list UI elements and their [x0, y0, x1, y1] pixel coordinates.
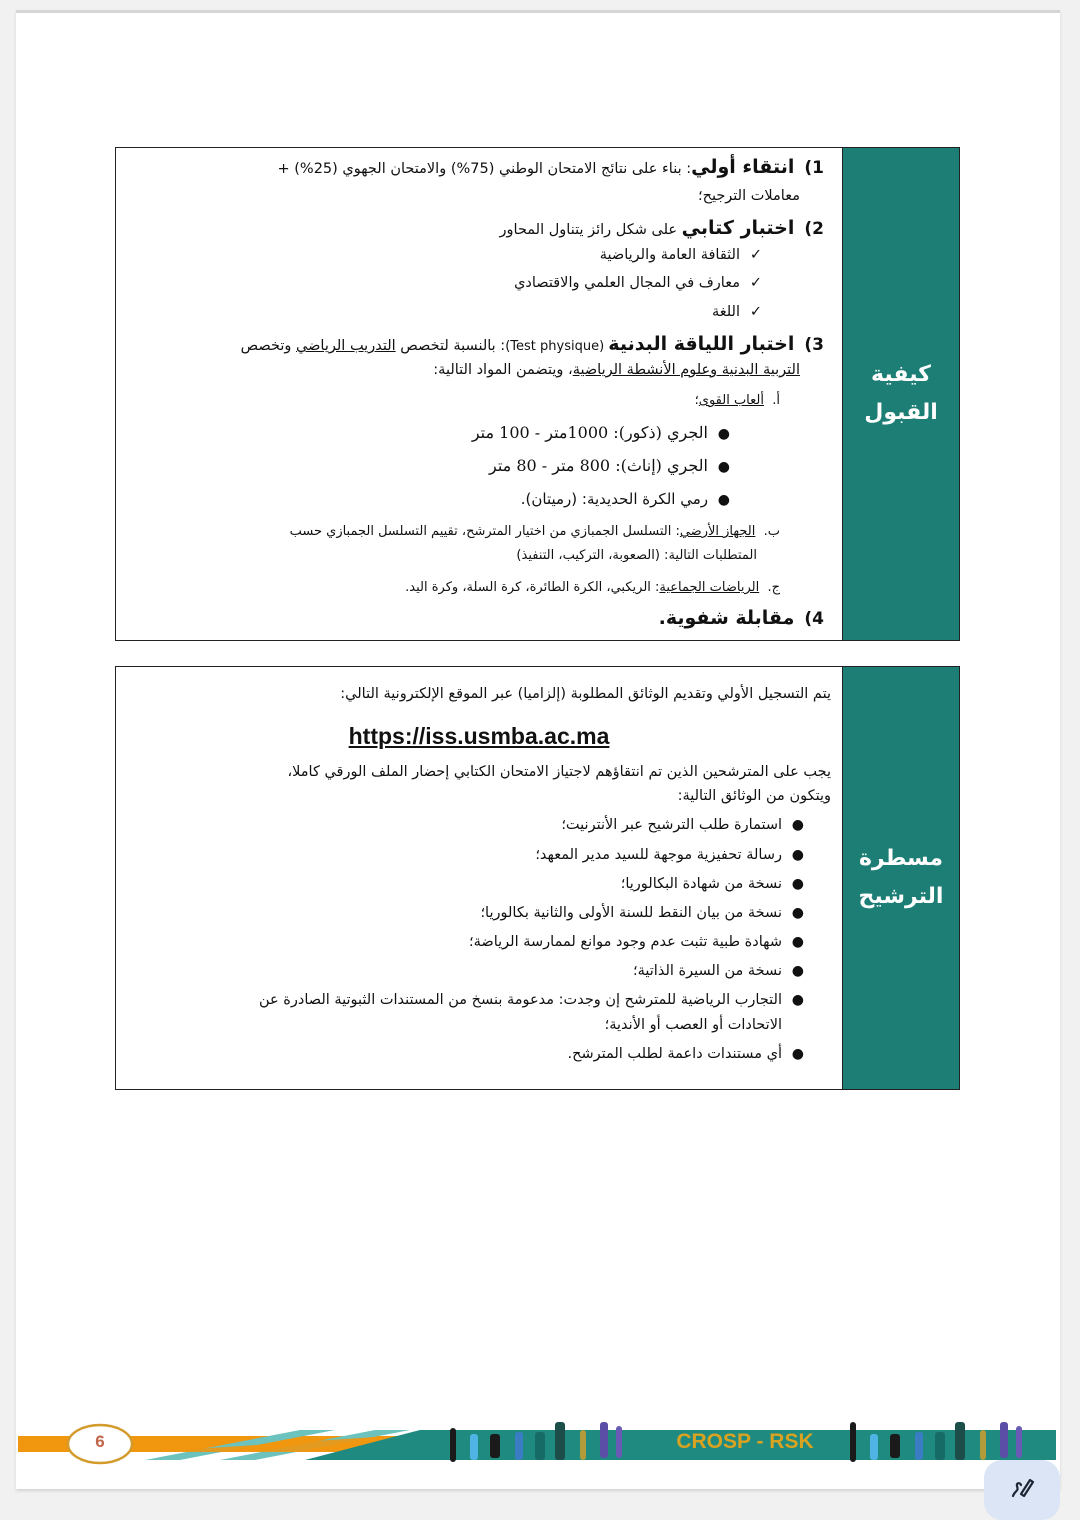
sub-item-b: [128, 524, 780, 539]
sub-letter: ب.: [763, 524, 780, 539]
sub-item-c: [128, 580, 780, 595]
bullet-item: [128, 423, 730, 442]
sub-title: الرياضات الجماعية: [659, 580, 760, 595]
item-2: [128, 217, 824, 239]
document-item-continued: الاتحادات أو العصب أو الأندية؛: [604, 1017, 782, 1033]
check-item: [128, 304, 762, 320]
requirements-text: يجب على المترشحين الذين تم انتقاؤهم لاجتياز الامتحان الكتابي إحضار الملف الورقي كاملا،: [287, 764, 831, 780]
check-icon: ✓: [749, 247, 762, 263]
side-title-line1: كيفية: [871, 362, 931, 387]
item-number: 1): [804, 158, 824, 178]
edit-pen-icon: [1009, 1474, 1035, 1500]
admission-content: [116, 148, 843, 640]
item-title: مقابلة شفوية.: [658, 607, 795, 629]
document-item: [128, 963, 804, 979]
bullet-icon: ●: [791, 905, 804, 921]
bullet-icon: ●: [791, 1046, 804, 1062]
sub-item-b-continued: المتطلبات التالية: (الصعوبة، التركيب، التنفيذ): [516, 548, 757, 563]
bullet-text: رمي الكرة الحديدية: (رميتان).: [520, 490, 708, 508]
edit-button[interactable]: [984, 1460, 1060, 1520]
registration-link[interactable]: https://iss.usmba.ac.ma: [348, 723, 610, 749]
sub-title: ألعاب القوى: [698, 393, 764, 408]
item-1: [128, 156, 824, 178]
item-title: اختبار كتابي: [681, 217, 795, 239]
specialty-2: التربية البدنية وعلوم الأنشطة الرياضية: [572, 362, 800, 378]
sub-text: : التسلسل الجمبازي من اختيار المترشح، تقييم التسلسل الجمبازي حسب: [289, 524, 680, 539]
item-number: 3): [804, 335, 824, 355]
bullet-icon: ●: [717, 459, 730, 475]
item-4: [128, 607, 824, 629]
bullet-text: الجري (ذكور): 1000متر - 100 متر: [471, 423, 708, 442]
check-icon: ✓: [749, 275, 762, 291]
bullet-icon: ●: [791, 963, 804, 979]
document-text: التجارب الرياضية للمترشح إن وجدت: مدعومة بنسخ من المستندات الثبوتية الصادرة عن: [258, 992, 782, 1008]
item-number: 2): [804, 219, 824, 239]
bullet-item: [128, 490, 730, 508]
document-item: [128, 1046, 804, 1062]
item-text: على شكل رائز يتناول المحاور: [499, 222, 682, 238]
document-item: [128, 876, 804, 892]
sub-letter: أ.: [772, 393, 780, 408]
footer-banner: [0, 1408, 1080, 1478]
item-title: انتقاء أولي: [691, 156, 795, 178]
admission-section-title: [843, 148, 959, 640]
document-text: نسخة من السيرة الذاتية؛: [633, 963, 782, 979]
item-number: 4): [804, 609, 824, 629]
bullet-icon: ●: [791, 876, 804, 892]
check-item: [128, 275, 762, 291]
item-title: اختبار اللياقة البدنية: [608, 333, 795, 355]
document-text: نسخة من بيان النقط للسنة الأولى والثانية بكالوريا؛: [480, 905, 782, 921]
bullet-icon: ●: [717, 426, 730, 442]
document-text: شهادة طبية تثبت عدم وجود موانع لممارسة الرياضة؛: [469, 934, 782, 950]
bullet-icon: ●: [717, 492, 730, 508]
specialty-1: التدريب الرياضي: [296, 338, 396, 354]
bullet-icon: ●: [791, 992, 804, 1008]
application-content: [116, 667, 843, 1089]
document-item: [128, 905, 804, 921]
side-title-line1: مسطرة: [858, 846, 944, 871]
document-text: رسالة تحفيزية موجهة للسيد مدير المعهد؛: [535, 847, 782, 863]
page-footer: [0, 1408, 1080, 1478]
page-number: 6: [95, 1432, 105, 1451]
document-text: نسخة من شهادة البكالوريا؛: [620, 876, 782, 892]
bullet-icon: ●: [791, 847, 804, 863]
item-3: [128, 333, 824, 355]
intro-text: يتم التسجيل الأولي وتقديم الوثائق المطلوبة (إلزاميا) عبر الموقع الإلكترونية التالي:: [340, 686, 831, 702]
item-text: وتخصص: [240, 338, 297, 354]
application-section: [115, 666, 960, 1090]
bullet-icon: ●: [791, 934, 804, 950]
bullet-item: [128, 456, 730, 475]
side-title-line2: الترشيح: [858, 884, 944, 909]
document-item: [120, 992, 804, 1008]
application-section-title: [843, 667, 959, 1089]
sub-title: الجهاز الأرضي: [679, 524, 756, 539]
item-text: : بالنسبة لتخصص: [395, 338, 506, 354]
side-title-line2: القبول: [864, 400, 938, 425]
test-label: (Test physique): [505, 339, 609, 354]
bullet-icon: ●: [791, 817, 804, 833]
document-item: [128, 934, 804, 950]
check-icon: ✓: [749, 304, 762, 320]
check-item: [128, 247, 762, 263]
document-item: [128, 847, 804, 863]
sub-text: : الريكبي، الكرة الطائرة، كرة السلة، وكرة اليد.: [405, 580, 660, 595]
bullet-text: الجري (إناث): 800 متر - 80 متر: [489, 456, 708, 475]
check-text: معارف في المجال العلمي والاقتصادي: [514, 275, 740, 291]
item-text: ، ويتضمن المواد التالية:: [433, 362, 573, 378]
check-text: اللغة: [711, 304, 740, 320]
item-1-continued: معاملات الترجيح؛: [698, 188, 800, 204]
sub-letter: ج.: [767, 580, 780, 595]
document-item: [128, 817, 804, 833]
requirements-text-continued: ويتكون من الوثائق التالية:: [677, 788, 831, 804]
brand-label: CROSP - RSK: [676, 1430, 814, 1453]
admission-section: [115, 147, 960, 641]
sub-item-a: [128, 393, 780, 408]
document-text: أي مستندات داعمة لطلب المترشح.: [567, 1046, 782, 1062]
check-text: الثقافة العامة والرياضية: [599, 247, 740, 263]
item-text: : بناء على نتائج الامتحان الوطني (75%) والامتحان الجهوي (25%) +: [277, 161, 692, 177]
item-3-continued: [128, 362, 800, 378]
sub-colon: ؛: [694, 393, 699, 408]
document-text: استمارة طلب الترشيح عبر الأنترنيت؛: [561, 817, 782, 833]
